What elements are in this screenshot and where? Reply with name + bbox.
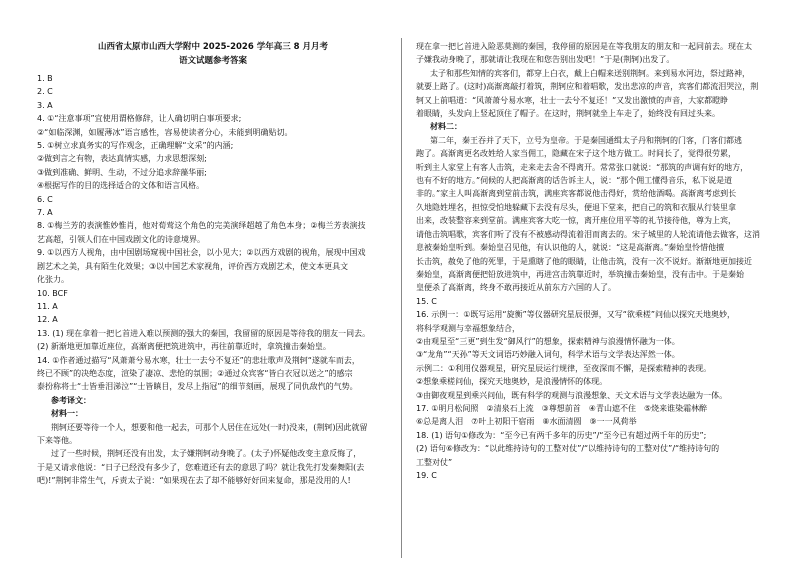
left-text-line: 剧艺术之美，具有陌生化效果；③以中国艺术家视角，评价西方戏剧艺术，使文本更具文	[37, 261, 349, 271]
left-text-line: 13. (1) 现在拿着一把匕首进入难以预测的强大的秦国，我留留的原因是等待我的朋友一同去。	[37, 328, 371, 338]
right-text-line: 秦始皇，高渐离便把铅放进筑中，再进宫击筑靠近时，举筑撞击秦始皇，没有击中。于是秦始	[416, 269, 744, 279]
left-text-line: 4. ①“注意事项”宜使用谓格修辞，让人确切明白事项要求;	[37, 114, 242, 124]
right-column-body	[416, 40, 768, 482]
right-text-line: 工整对仗”	[416, 457, 453, 467]
right-text-line: ⑥总是离人泪 ⑦叶上初阳干宿雨 ⑧水面清圆 ⑨一一风荷举	[416, 417, 637, 427]
right-text-line: 17. ①明月松间照 ②清泉石上流 ③尊想前首 ④青山遮不住 ⑤烧来谁染霜林醉	[416, 403, 708, 413]
left-text-line: 材料一：	[51, 409, 83, 419]
left-column-body	[37, 72, 389, 488]
document-title: 山西省太原市山西大学附中 2025-2026 学年高三 8 月月考	[97, 42, 329, 52]
left-text-line: 5. ①树立求真务实的写作观念，正确理解“文采”的内涵;	[37, 141, 234, 151]
right-text-line: 16. 示例一：①既写运用“旋衡”等仪器研究星辰很弹，又写“欲乘槎”问仙以探究天地奥妙，	[416, 310, 736, 320]
left-text-line: ④根据写作的目的选择适合的文体和语言风格。	[37, 181, 205, 191]
right-text-line: 久地隐姓埋名，担惊受怕地躲藏下去没有尽头，便退下堂来，把自己的筑和衣服从行装里拿	[416, 202, 736, 212]
right-text-line: 出来，改装整容来到堂前。满座宾客大吃一惊，离开座位用平等的礼节接待他，尊为上宾，	[416, 216, 736, 226]
left-text-line: ②做到言之有物，表达真情实感，力求思想深刻;	[37, 154, 207, 164]
right-text-line: 轲又上前唱道：“风萧萧兮易水寒，壮士一去兮不复还！”又发出激愤的声音，大家都瞪睁	[416, 95, 729, 105]
right-text-line: 18. (1) 语句①修改为：“至今已有两千多年的历史”/“至今已有超过两千年的历史”;	[416, 430, 707, 440]
right-text-line: ②由观星至“三更”到生发“御风行”的想象，探索精神与浪漫情怀融为一体。	[416, 336, 680, 346]
right-text-line: 息被秦始皇听到。秦始皇召见他，有认识他的人，就说：“这是高渐离。”秦始皇怜惜他擅	[416, 243, 725, 253]
right-text-line: 长击筑，赦免了他的死罪，于是熏瞎了他的眼睛，让他击筑，没有一次不说好。渐渐地更加接近	[416, 256, 752, 266]
left-text-line: ③做到准确、鲜明、生动，不过分追求辞藻华丽;	[37, 167, 207, 177]
left-text-line: 终已不顾”的决绝态度，渲染了凄凉、悲怆的氛围；②通过众宾客“皆白衣冠以送之”的感宗	[37, 368, 353, 378]
right-text-line: 太子和那些知情的宾客们，都穿上白衣，戴上白帽来送别荆轲。来到易水河边，祭过路神，	[430, 68, 750, 78]
right-text-line: 皇便杀了高渐离，终身不敢再接近从前东方六国的人了。	[416, 283, 616, 293]
document-subtitle: 语文试题参考答案	[178, 56, 247, 66]
left-text-line: 下来等他。	[37, 435, 77, 445]
left-text-line: (2) 新渐地更加靠近座位，高渐离便把筑进筑中，再往前靠近时，拿筑撞击秦始皇。	[37, 342, 331, 352]
right-text-line: 请他击筑唱歌，宾客们听了没有不被感动得流着泪而离去的。宋子城里的人轮流请他去做客，这消	[416, 229, 760, 239]
left-text-line: 于是又请求他说：“日子已经没有多少了，您难道还有去的意思了吗？就让我先打发秦舞阳(去	[37, 462, 365, 472]
right-text-line: 15. C	[416, 296, 437, 306]
right-text-line: 就要上路了。(这时)高渐离敲打着筑，荆轲应和着唱歌，发出悲凉的声音，宾客们都流泪哭泣，荆	[416, 82, 759, 92]
right-text-line: (2) 语句⑥修改为：“以此维持诗句的工整对仗”/“以维持诗句的工整对仗”/“维持诗句的	[416, 444, 720, 454]
left-text-line: 1. B	[37, 74, 53, 83]
left-text-line: 过了一些时候，荆轲还没有出发，太子嫌荆轲动身晚了。(太子)怀疑他改变主意反悔了，	[51, 449, 362, 459]
right-text-line: 着眼睛，头发向上竖起顶住了帽子。在这时，荆轲就坐上车走了，始终没有回过头来。	[416, 109, 720, 119]
right-text-line: ③由御夜观星到乘兴问仙，既有科学的观测与浪漫想象、天文术语与文学表达融为一体。	[416, 390, 728, 400]
left-text-line: 化张力。	[37, 275, 69, 285]
right-text-line: 19. C	[416, 471, 437, 480]
right-text-line: ③“龙角”“天孙”等天文词语巧妙融入词句，科学术语与文学表达浑然一体。	[416, 350, 680, 360]
left-text-line: 吧)!”荆轲非常生气，斥责太子说：“如果现在去了却不能够好好回来复命，那是没用的人!	[37, 476, 351, 486]
right-text-line: 将科学观测与幸福想象结合，	[416, 323, 520, 333]
left-text-line: 8. ①梅兰芳的表演惟妙惟肖，他对荀莺这个角色的完美演绎超越了角色本身；②梅兰芳表演技	[37, 221, 366, 231]
left-text-line: 9. ①以西方人视角，由中国剧场窥视中国社会，以小见大；②以西方戏剧的视角，展现中国戏	[37, 248, 366, 258]
left-text-line: 10. BCF	[37, 288, 68, 298]
right-text-line: 听到主人家堂上有客人击筑，走来走去舍不得离开。常常张口就说：“那筑的声调有好的地方，	[416, 162, 749, 172]
left-text-line: 泰扮称将士“士皆垂泪涕泣”“士皆瞋目，发尽上指冠”的细节刻画，展现了同仇敌忾的气势。	[37, 382, 358, 392]
left-text-line: 荆轲还要等待一个人，想要和他一起去，可那个人居住在远处(一时)没来，(荆轲)因此就留	[51, 422, 368, 432]
left-text-line: 6. C	[37, 194, 53, 204]
left-text-line: ②“如临深渊，如履薄冰”语言感性，容易使读者分心，未能到明确贴切。	[37, 127, 293, 137]
right-text-line: 第二年，秦王吞并了天下，立号为皇帝。于是秦国通缉太子丹和荆轲的门客，门客们都逃	[430, 135, 742, 145]
column-divider	[401, 38, 402, 558]
right-text-line: 材料二：	[430, 122, 462, 132]
right-text-line: 非的。”家主人叫高渐离到堂前击筑，满座宾客都说他击得好，赏给他酒喝。高渐离考虑到长	[416, 189, 737, 199]
left-text-line: 参考译文：	[51, 395, 91, 405]
right-text-line: 现在拿一把匕首进入险恶莫测的秦国，我停留的原因是在等我朋友的朋友和一起同前去。现在太	[416, 42, 752, 51]
left-text-line: 12. A	[37, 315, 58, 325]
right-text-line: 子嫌我动身晚了，那就请让我现在和您告别出发吧！”于是(荆轲)出发了。	[416, 55, 675, 65]
right-column	[416, 40, 768, 482]
left-text-line: 艺高超，引领人们在中国戏剧文化的诗意境界。	[37, 234, 205, 244]
left-text-line: 7. A	[37, 208, 53, 218]
left-text-line: 3. A	[37, 100, 53, 110]
left-column	[37, 40, 389, 488]
right-text-line: ②想象乘槎问仙，探究天地奥妙，是浪漫情怀的体现。	[416, 377, 608, 387]
left-text-line: 11. A	[37, 301, 58, 311]
right-text-line: 也有不好的地方。”伺候的人把高渐离的话告诉主人，说：“那个佣工懂得音乐，私下说是道	[416, 176, 733, 186]
right-text-line: 示例二：①利用仪器观星，研究星辰运行规律，至夜深而不懈，是探索精神的表现。	[416, 363, 712, 373]
right-text-line: 跑了。高渐离更名改姓给人家当佣工，隐藏在宋子这个地方做工。时间长了，觉得很劳累，	[416, 149, 736, 159]
left-text-line: 14. ①作者通过描写“风萧萧兮易水寒，壮士一去兮不复还”的悲壮歌声及荆轲“遂就车而去，	[37, 355, 360, 365]
left-text-line: 2. C	[37, 87, 53, 97]
